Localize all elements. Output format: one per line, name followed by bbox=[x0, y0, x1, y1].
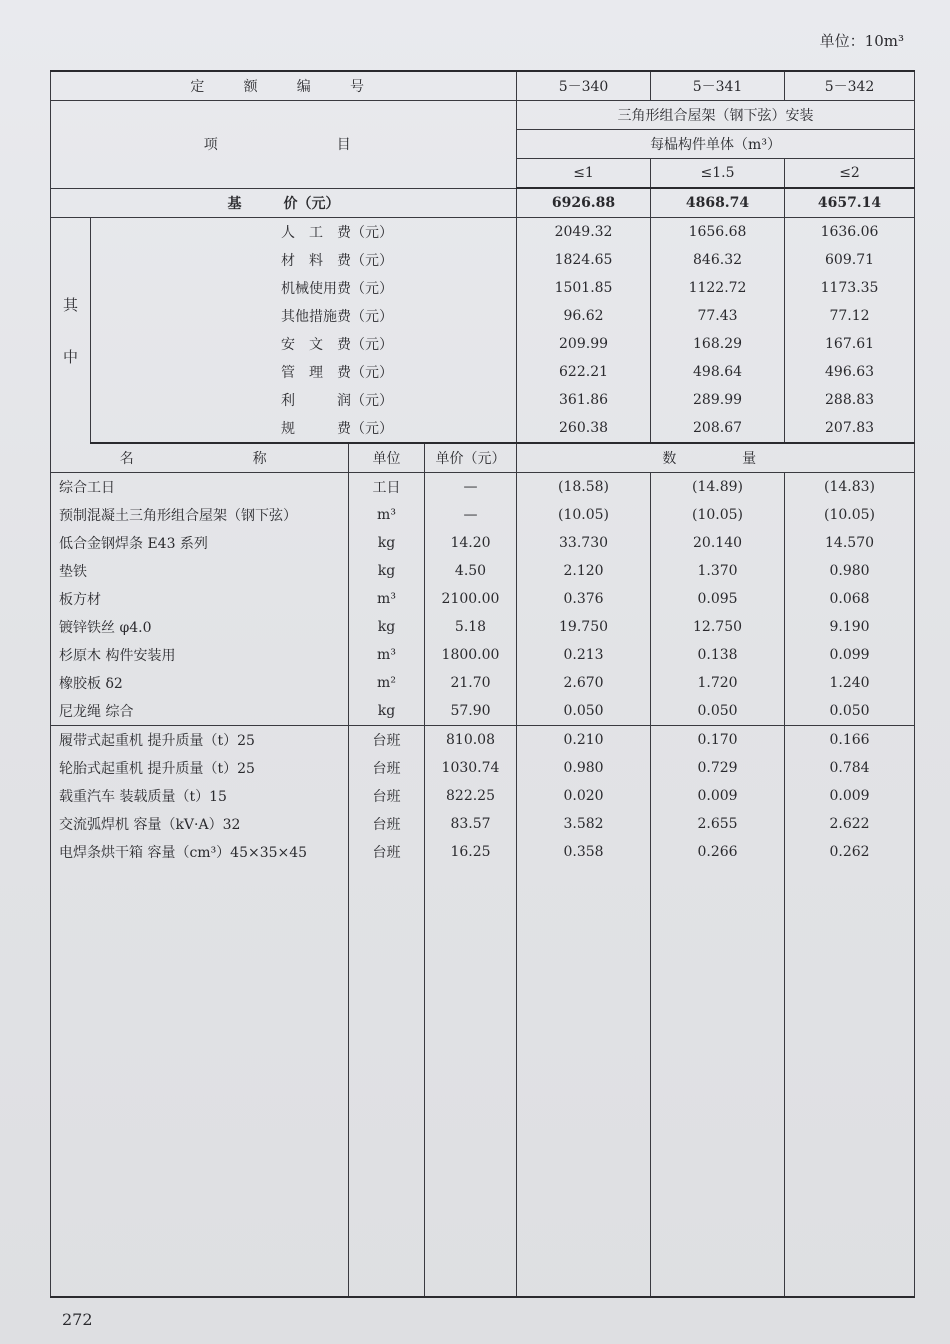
table-title: 三角形组合屋架（钢下弦）安装 bbox=[517, 101, 915, 130]
material-row bbox=[51, 529, 915, 557]
cost-value: 1173.35 bbox=[785, 274, 915, 302]
item-qty: 0.210 bbox=[517, 726, 651, 755]
item-qty: 0.009 bbox=[785, 782, 915, 810]
code-2: 5－341 bbox=[651, 71, 785, 101]
cost-label: 规 费（元） bbox=[91, 414, 517, 443]
material-row bbox=[51, 585, 915, 613]
base-price-row bbox=[51, 188, 915, 218]
code-3: 5－342 bbox=[785, 71, 915, 101]
item-name: 板方材 bbox=[51, 585, 349, 613]
item-qty: 0.020 bbox=[517, 782, 651, 810]
machine-row bbox=[51, 726, 915, 755]
cost-value: 609.71 bbox=[785, 246, 915, 274]
material-row bbox=[51, 697, 915, 726]
cost-label: 人 工 费（元） bbox=[91, 218, 517, 247]
item-name: 载重汽车 装载质量（t）15 bbox=[51, 782, 349, 810]
item-price: 16.25 bbox=[425, 838, 517, 866]
item-qty: 3.582 bbox=[517, 810, 651, 838]
item-qty: 0.170 bbox=[651, 726, 785, 755]
cost-row bbox=[51, 274, 915, 302]
cost-row bbox=[51, 218, 915, 247]
item-qty: 0.050 bbox=[651, 697, 785, 726]
item-qty: 2.622 bbox=[785, 810, 915, 838]
cost-value: 207.83 bbox=[785, 414, 915, 443]
material-row bbox=[51, 501, 915, 529]
item-qty: 0.099 bbox=[785, 641, 915, 669]
item-qty: 14.570 bbox=[785, 529, 915, 557]
item-price: 57.90 bbox=[425, 697, 517, 726]
item-unit: kg bbox=[349, 697, 425, 726]
size-1: ≤1 bbox=[517, 159, 651, 189]
size-3: ≤2 bbox=[785, 159, 915, 189]
unit-label: 单位：10m³ bbox=[819, 32, 904, 50]
cost-value: 96.62 bbox=[517, 302, 651, 330]
cost-value: 2049.32 bbox=[517, 218, 651, 247]
empty-area bbox=[51, 866, 915, 1297]
item-unit: 台班 bbox=[349, 754, 425, 782]
cost-row bbox=[51, 302, 915, 330]
item-qty: 9.190 bbox=[785, 613, 915, 641]
material-row bbox=[51, 641, 915, 669]
item-qty: 0.138 bbox=[651, 641, 785, 669]
item-qty: 0.784 bbox=[785, 754, 915, 782]
page-number: 272 bbox=[62, 1310, 93, 1329]
item-unit: m³ bbox=[349, 501, 425, 529]
item-price: 4.50 bbox=[425, 557, 517, 585]
item-qty: 0.980 bbox=[785, 557, 915, 585]
cost-row bbox=[51, 246, 915, 274]
item-name: 垫铁 bbox=[51, 557, 349, 585]
among-label: 其 中 bbox=[51, 218, 91, 444]
item-qty: 2.670 bbox=[517, 669, 651, 697]
item-unit: kg bbox=[349, 613, 425, 641]
item-qty: 1.240 bbox=[785, 669, 915, 697]
item-unit: kg bbox=[349, 557, 425, 585]
item-qty: 20.140 bbox=[651, 529, 785, 557]
item-unit: m³ bbox=[349, 641, 425, 669]
material-row bbox=[51, 473, 915, 502]
item-qty: (14.83) bbox=[785, 473, 915, 502]
item-name: 尼龙绳 综合 bbox=[51, 697, 349, 726]
item-qty: 0.980 bbox=[517, 754, 651, 782]
item-qty: 0.166 bbox=[785, 726, 915, 755]
cost-value: 1824.65 bbox=[517, 246, 651, 274]
item-qty: 1.370 bbox=[651, 557, 785, 585]
title-row bbox=[51, 101, 915, 130]
item-price: 1030.74 bbox=[425, 754, 517, 782]
item-name: 杉原木 构件安装用 bbox=[51, 641, 349, 669]
item-qty: 0.729 bbox=[651, 754, 785, 782]
item-price: 5.18 bbox=[425, 613, 517, 641]
cost-value: 1501.85 bbox=[517, 274, 651, 302]
cost-label: 其他措施费（元） bbox=[91, 302, 517, 330]
table-subtitle: 每榀构件单体（m³） bbox=[517, 130, 915, 159]
material-row bbox=[51, 613, 915, 641]
cost-value: 77.12 bbox=[785, 302, 915, 330]
item-price: 2100.00 bbox=[425, 585, 517, 613]
cost-label: 安 文 费（元） bbox=[91, 330, 517, 358]
item-label: 项 目 bbox=[51, 101, 517, 189]
cost-value: 1656.68 bbox=[651, 218, 785, 247]
item-name: 轮胎式起重机 提升质量（t）25 bbox=[51, 754, 349, 782]
item-qty: 0.376 bbox=[517, 585, 651, 613]
machine-row bbox=[51, 810, 915, 838]
empty-cell bbox=[785, 866, 915, 1297]
cost-value: 167.61 bbox=[785, 330, 915, 358]
cost-value: 288.83 bbox=[785, 386, 915, 414]
item-qty: 2.655 bbox=[651, 810, 785, 838]
cost-value: 289.99 bbox=[651, 386, 785, 414]
name-column-header: 名 称 bbox=[51, 443, 349, 473]
cost-value: 361.86 bbox=[517, 386, 651, 414]
quota-table bbox=[50, 70, 915, 1298]
item-qty: (18.58) bbox=[517, 473, 651, 502]
item-price: 21.70 bbox=[425, 669, 517, 697]
cost-value: 208.67 bbox=[651, 414, 785, 443]
item-price: 822.25 bbox=[425, 782, 517, 810]
item-name: 低合金钢焊条 E43 系列 bbox=[51, 529, 349, 557]
cost-value: 77.43 bbox=[651, 302, 785, 330]
item-qty: (10.05) bbox=[517, 501, 651, 529]
cost-value: 622.21 bbox=[517, 358, 651, 386]
cost-label: 机械使用费（元） bbox=[91, 274, 517, 302]
item-qty: 12.750 bbox=[651, 613, 785, 641]
cost-row bbox=[51, 358, 915, 386]
unit-column-header: 单位 bbox=[349, 443, 425, 473]
cost-row bbox=[51, 330, 915, 358]
item-qty: 0.095 bbox=[651, 585, 785, 613]
machine-row bbox=[51, 782, 915, 810]
cost-value: 1122.72 bbox=[651, 274, 785, 302]
item-name: 电焊条烘干箱 容量（cm³）45×35×45 bbox=[51, 838, 349, 866]
item-qty: 1.720 bbox=[651, 669, 785, 697]
price-column-header: 单价（元） bbox=[425, 443, 517, 473]
item-qty: 0.050 bbox=[785, 697, 915, 726]
item-price: 810.08 bbox=[425, 726, 517, 755]
item-qty: 0.262 bbox=[785, 838, 915, 866]
machine-row bbox=[51, 838, 915, 866]
item-qty: 0.358 bbox=[517, 838, 651, 866]
item-price: — bbox=[425, 501, 517, 529]
item-name: 橡胶板 δ2 bbox=[51, 669, 349, 697]
cost-label: 材 料 费（元） bbox=[91, 246, 517, 274]
cost-value: 168.29 bbox=[651, 330, 785, 358]
item-qty: 33.730 bbox=[517, 529, 651, 557]
column-header-row bbox=[51, 443, 915, 473]
cost-label: 利 润（元） bbox=[91, 386, 517, 414]
item-qty: 19.750 bbox=[517, 613, 651, 641]
item-unit: 台班 bbox=[349, 810, 425, 838]
item-price: 14.20 bbox=[425, 529, 517, 557]
item-unit: 台班 bbox=[349, 838, 425, 866]
item-price: 83.57 bbox=[425, 810, 517, 838]
item-name: 履带式起重机 提升质量（t）25 bbox=[51, 726, 349, 755]
empty-cell bbox=[517, 866, 651, 1297]
item-qty: 0.050 bbox=[517, 697, 651, 726]
empty-cell bbox=[651, 866, 785, 1297]
cost-value: 1636.06 bbox=[785, 218, 915, 247]
item-qty: (14.89) bbox=[651, 473, 785, 502]
empty-cell bbox=[425, 866, 517, 1297]
item-unit: kg bbox=[349, 529, 425, 557]
quantity-column-header: 数 量 bbox=[517, 443, 915, 473]
code-label: 定 额 编 号 bbox=[51, 71, 517, 101]
item-price: 1800.00 bbox=[425, 641, 517, 669]
base-price-2: 4868.74 bbox=[651, 188, 785, 218]
item-unit: 台班 bbox=[349, 726, 425, 755]
item-qty: (10.05) bbox=[785, 501, 915, 529]
machine-row bbox=[51, 754, 915, 782]
base-price-1: 6926.88 bbox=[517, 188, 651, 218]
item-qty: 0.266 bbox=[651, 838, 785, 866]
size-2: ≤1.5 bbox=[651, 159, 785, 189]
empty-cell bbox=[51, 866, 349, 1297]
item-qty: 0.009 bbox=[651, 782, 785, 810]
cost-row bbox=[51, 414, 915, 443]
item-qty: 2.120 bbox=[517, 557, 651, 585]
cost-value: 496.63 bbox=[785, 358, 915, 386]
cost-value: 260.38 bbox=[517, 414, 651, 443]
item-price: — bbox=[425, 473, 517, 502]
item-qty: 0.068 bbox=[785, 585, 915, 613]
cost-value: 209.99 bbox=[517, 330, 651, 358]
item-unit: 台班 bbox=[349, 782, 425, 810]
item-name: 交流弧焊机 容量（kV·A）32 bbox=[51, 810, 349, 838]
cost-value: 498.64 bbox=[651, 358, 785, 386]
material-row bbox=[51, 669, 915, 697]
code-row bbox=[51, 71, 915, 101]
cost-row bbox=[51, 386, 915, 414]
item-name: 预制混凝土三角形组合屋架（钢下弦） bbox=[51, 501, 349, 529]
item-unit: 工日 bbox=[349, 473, 425, 502]
base-price-label: 基 价（元） bbox=[51, 188, 517, 218]
empty-cell bbox=[349, 866, 425, 1297]
cost-label: 管 理 费（元） bbox=[91, 358, 517, 386]
code-1: 5－340 bbox=[517, 71, 651, 101]
item-name: 综合工日 bbox=[51, 473, 349, 502]
item-unit: m³ bbox=[349, 585, 425, 613]
item-name: 镀锌铁丝 φ4.0 bbox=[51, 613, 349, 641]
item-qty: (10.05) bbox=[651, 501, 785, 529]
item-unit: m² bbox=[349, 669, 425, 697]
material-row bbox=[51, 557, 915, 585]
cost-value: 846.32 bbox=[651, 246, 785, 274]
item-qty: 0.213 bbox=[517, 641, 651, 669]
base-price-3: 4657.14 bbox=[785, 188, 915, 218]
